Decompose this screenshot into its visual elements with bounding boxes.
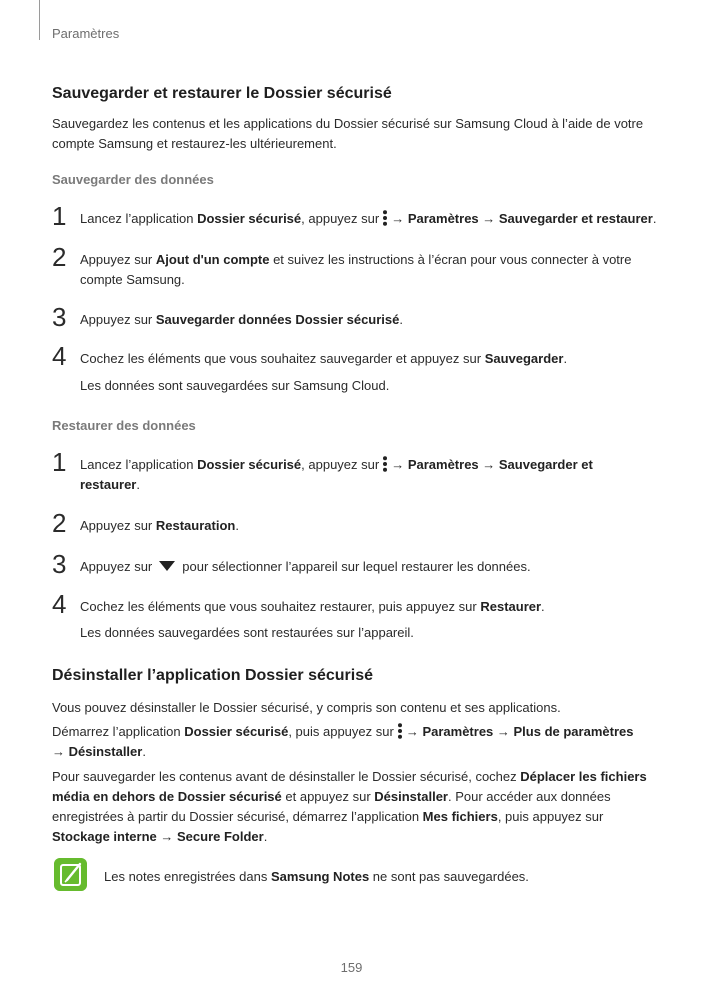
step-number: 3 <box>52 302 67 332</box>
uninstall-intro: Vous pouvez désinstaller le Dossier sécurisé, y compris son contenu et ses applications. <box>52 700 561 715</box>
intro-paragraph <box>52 114 652 154</box>
step-number: 2 <box>52 508 67 538</box>
step-text: Cochez les éléments que vous souhaitez sauvegarder et appuyez sur Sauvegarder. Les données sont sauvegardées sur Samsung Cloud. <box>80 349 660 396</box>
step-number: 1 <box>52 447 67 477</box>
step-number: 4 <box>52 341 67 371</box>
header-divider <box>39 0 40 40</box>
step-text: Appuyez sur Sauvegarder données Dossier sécurisé. <box>80 312 404 327</box>
running-header: Paramètres <box>52 26 120 41</box>
step-text: Appuyez sur Restauration. <box>80 518 239 533</box>
step-number: 2 <box>52 242 67 272</box>
uninstall-backup-tip: Pour sauvegarder les contenus avant de désinstaller le Dossier sécurisé, cochez Déplacer les fichiers média en dehors de Dossier sécurisé et appuyez sur Désinstaller. Pour accéder aux données enregistrées à partir du Dossier sécurisé, démarrez l’application Mes fichiers, puis appuyez sur Stockage interne → Secure Folder. <box>52 769 647 844</box>
step-text: Lancez l’application Dossier sécurisé, appuyez sur → Paramètres → Sauvegarder et restaurer. <box>80 457 593 492</box>
subheading-backup: Sauvegarder des données <box>52 172 214 187</box>
dropdown-arrow-icon <box>158 560 176 572</box>
intro-line-1: Sauvegardez les contenus et les applications du Dossier sécurisé sur Samsung Cloud à l’aide de votre <box>52 116 644 131</box>
step-text: Lancez l’application Dossier sécurisé, appuyez sur → Paramètres → Sauvegarder et restaurer. <box>80 211 657 226</box>
step-text: Appuyez sur Ajout d'un compte et suivez les instructions à l’écran pour vous connecter à votre compte Samsung. <box>80 252 632 287</box>
page-number: 159 <box>340 960 363 975</box>
step-result: Les données sauvegardées sont restaurées sur l’appareil. <box>80 625 414 640</box>
section-title-backup-restore: Sauvegarder et restaurer le Dossier sécurisé <box>52 85 392 102</box>
step-number: 4 <box>52 589 67 619</box>
step-text: Appuyez sur pour sélectionner l’appareil sur lequel restaurer les données. <box>80 559 531 574</box>
step-number: 3 <box>52 549 67 579</box>
subheading-restore: Restaurer des données <box>52 418 196 433</box>
step-result: Les données sont sauvegardées sur Samsung Cloud. <box>80 378 390 393</box>
uninstall-instructions: Démarrez l’application Dossier sécurisé, puis appuyez sur → Paramètres → Plus de paramètres → Désinstaller. <box>52 724 634 759</box>
more-options-icon <box>397 723 403 739</box>
memo-icon <box>54 858 87 891</box>
section-title-uninstall: Désinstaller l’application Dossier sécurisé <box>52 667 374 684</box>
step-text: Cochez les éléments que vous souhaitez restaurer, puis appuyez sur Restaurer. Les données sauvegardées sont restaurées sur l’appareil. <box>80 597 660 643</box>
note-text: Les notes enregistrées dans Samsung Notes ne sont pas sauvegardées. <box>104 869 529 884</box>
more-options-icon <box>382 456 388 472</box>
more-options-icon <box>382 210 388 226</box>
intro-line-2: compte Samsung et restaurez-les ultérieurement. <box>52 136 337 151</box>
step-number: 1 <box>52 201 67 231</box>
